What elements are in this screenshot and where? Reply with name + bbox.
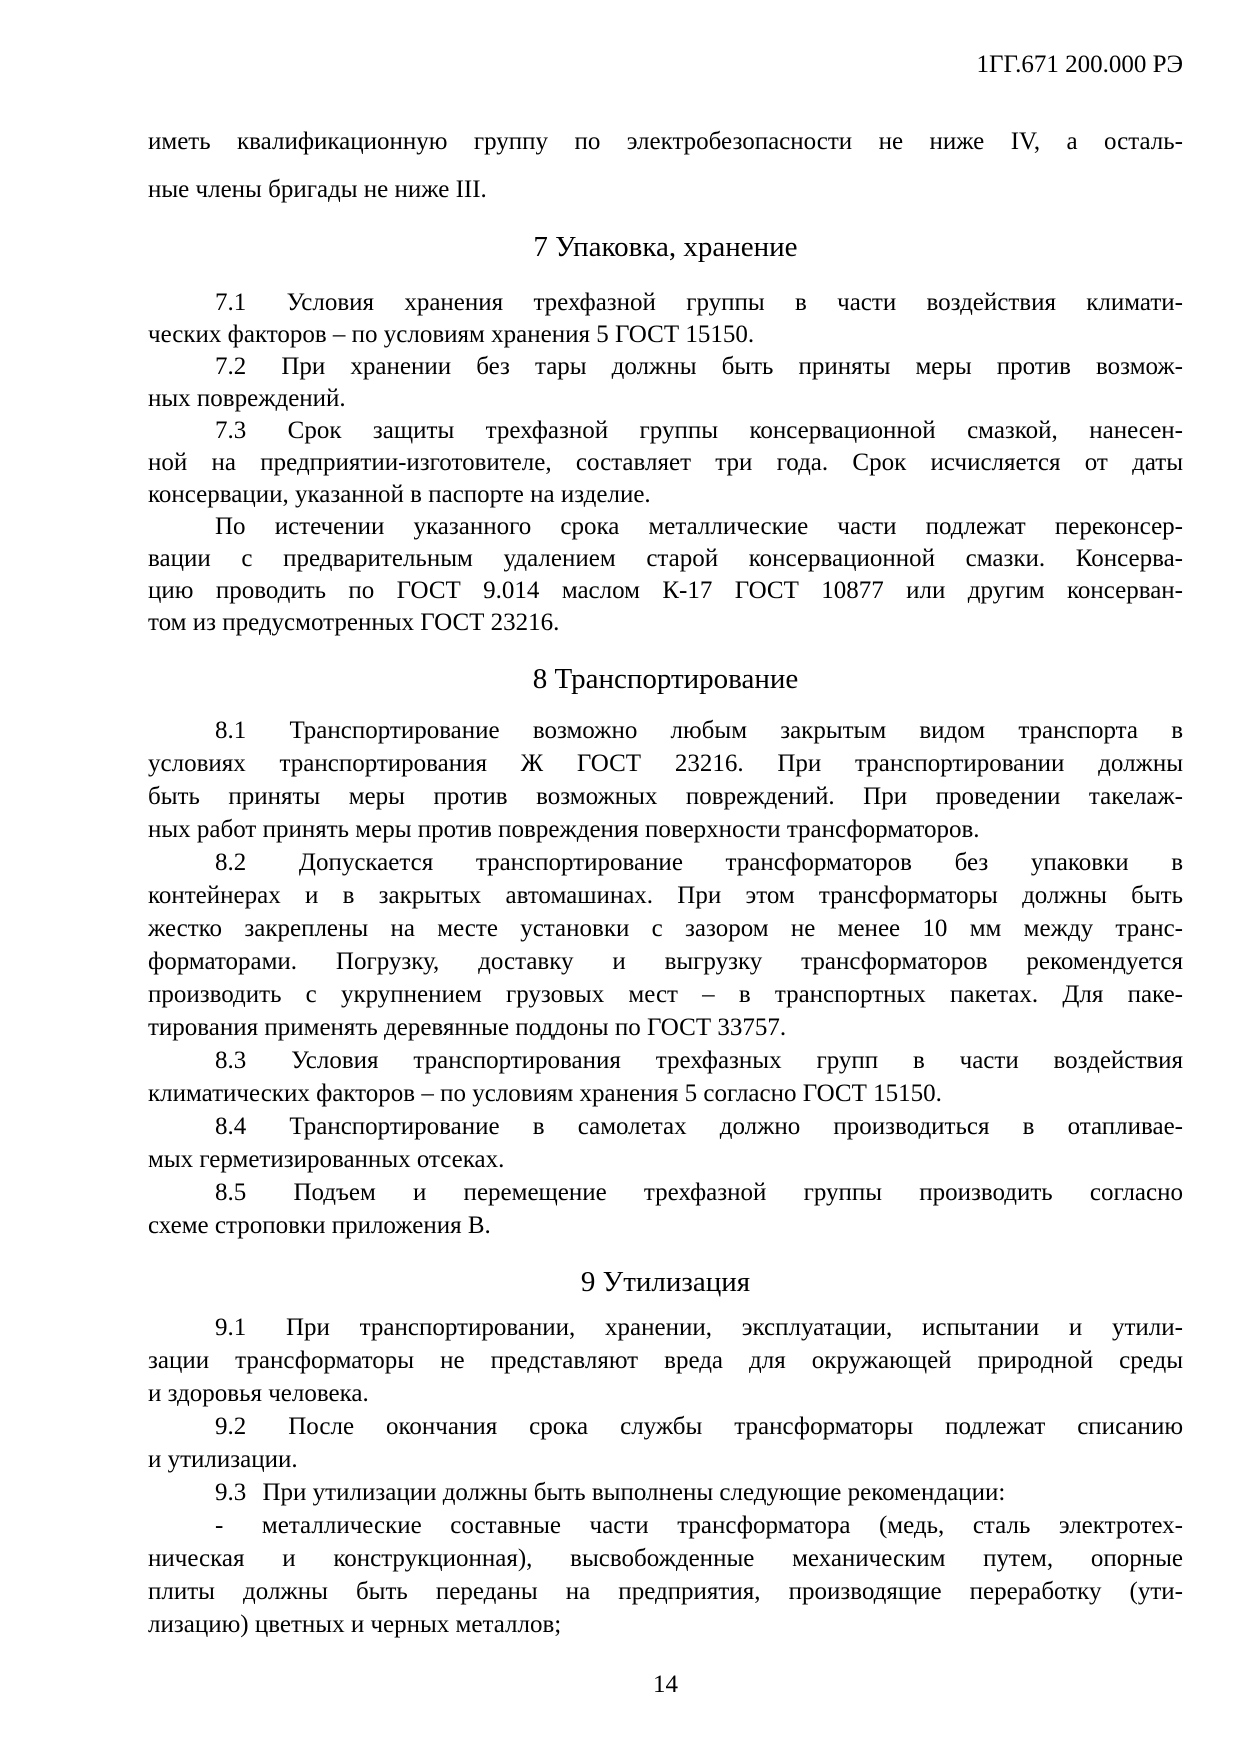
text-line: форматорами. Погрузку, доставку и выгрузку трансформаторов рекомендуется: [148, 948, 1183, 975]
text-line: консервации, указанной в паспорте на изделие.: [148, 481, 651, 508]
text-line-content: Транспортирование в самолетах должно производиться в отапливае-: [289, 1113, 1183, 1140]
section-heading-7: 7 Упаковка, хранение: [533, 231, 798, 263]
para-number: 8.1: [215, 717, 247, 744]
para-8-1: [148, 714, 1183, 846]
text-line: ных работ принять меры против повреждения поверхности трансформаторов.: [148, 816, 980, 843]
para-8-4: [148, 1110, 1183, 1176]
text-line: зации трансформаторы не представляют вреда для окружающей природной среды: [148, 1347, 1183, 1374]
para-7-2: [148, 351, 1183, 415]
text-line: ной на предприятии-изготовителе, составляет три года. Срок исчисляется от даты: [148, 449, 1183, 476]
text-line-content: При хранении без тары должны быть приняты меры против возмож-: [281, 353, 1184, 380]
text-line-content: При утилизации должны быть выполнены следующие рекомендации:: [262, 1479, 1006, 1506]
text-line: ническая и конструкционная), высвобожденные механическим путем, опорные: [148, 1545, 1183, 1572]
section-heading-8: 8 Транспортирование: [532, 663, 799, 695]
para-number: 7.2: [215, 353, 247, 380]
para-number: 8.4: [215, 1113, 247, 1140]
para-9-2: [148, 1410, 1183, 1476]
para-number: 8.2: [215, 849, 247, 876]
text-line: жестко закреплены на месте установки с зазором не менее 10 мм между транс-: [148, 915, 1183, 942]
page-number: 14: [653, 1671, 678, 1698]
text-line: [148, 1176, 1183, 1209]
text-line: лизацию) цветных и черных металлов;: [148, 1611, 562, 1638]
text-line-content: Срок защиты трехфазной группы консервационной смазкой, нанесен-: [287, 417, 1184, 444]
para-number: 8.5: [215, 1179, 247, 1206]
text-line: вации с предварительным удалением старой консервационной смазки. Консерва-: [148, 545, 1183, 572]
text-line: [148, 1110, 1183, 1143]
para-7-1: [148, 287, 1183, 351]
text-line: [148, 1044, 1183, 1077]
text-line: климатических факторов – по условиям хранения 5 согласно ГОСТ 15150.: [148, 1080, 942, 1107]
para-number: 9.2: [215, 1413, 247, 1440]
para-8-3: [148, 1044, 1183, 1110]
text-line: ческих факторов – по условиям хранения 5 ГОСТ 15150.: [148, 321, 755, 348]
text-line: контейнерах и в закрытых автомашинах. При этом трансформаторы должны быть: [148, 882, 1183, 909]
text-line: ных повреждений.: [148, 385, 346, 412]
doc-code: 1ГГ.671 200.000 РЭ: [976, 51, 1183, 78]
text-line-content: Условия хранения трехфазной группы в части воздействия климати-: [286, 289, 1183, 316]
text-line: [148, 1476, 1183, 1509]
para-7-3: [148, 415, 1183, 511]
para-number: 7.3: [215, 417, 247, 444]
text-line: том из предусмотренных ГОСТ 23216.: [148, 609, 560, 636]
text-line-content: После окончания срока службы трансформаторы подлежат списанию: [288, 1413, 1183, 1440]
text-line: тирования применять деревянные поддоны по ГОСТ 33757.: [148, 1014, 787, 1041]
para-9-3: [148, 1476, 1183, 1509]
text-line: [148, 287, 1183, 319]
text-line: [148, 846, 1183, 879]
text-line-content: Допускается транспортирование трансформаторов без упаковки в: [298, 849, 1184, 876]
section-7-body: [148, 287, 1183, 639]
para-7-reconservation: [148, 511, 1183, 639]
para-9-1: [148, 1311, 1183, 1410]
text-line-content: Транспортирование возможно любым закрытым видом транспорта в: [289, 717, 1183, 744]
section-heading-9: 9 Утилизация: [580, 1266, 751, 1298]
text-line: [148, 1509, 1183, 1542]
text-line: быть приняты меры против возможных повреждений. При проведении такелаж-: [148, 783, 1183, 810]
para-number: 7.1: [215, 289, 247, 316]
para-number: 9.1: [215, 1314, 247, 1341]
intro-paragraph: [148, 118, 1183, 214]
section-9-body: [148, 1311, 1183, 1641]
text-line: производить с укрупнением грузовых мест – в транспортных пакетах. Для паке-: [148, 981, 1183, 1008]
text-line: [148, 1311, 1183, 1344]
text-line: По истечении указанного срока металлические части подлежат переконсер-: [215, 513, 1183, 540]
text-line: иметь квалификационную группу по электробезопасности не ниже IV, а осталь-: [148, 128, 1183, 155]
para-9-bullet-metals: [148, 1509, 1183, 1641]
text-line: схеме строповки приложения В.: [148, 1212, 491, 1239]
para-number: 9.3: [215, 1479, 247, 1506]
text-line: условиях транспортирования Ж ГОСТ 23216. При транспортировании должны: [148, 750, 1183, 777]
text-line-content: металлические составные части трансформатора (медь, сталь электротех-: [261, 1512, 1184, 1539]
text-line: ные члены бригады не ниже III.: [148, 176, 487, 203]
text-line-content: Подъем и перемещение трехфазной группы производить согласно: [293, 1179, 1183, 1206]
para-8-2: [148, 846, 1183, 1044]
text-line: плиты должны быть переданы на предприятия, производящие переработку (ути-: [148, 1578, 1183, 1605]
text-line: и здоровья человека.: [148, 1380, 369, 1407]
text-line-content: При транспортировании, хранении, эксплуатации, испытании и утили-: [286, 1314, 1183, 1341]
text-line: [148, 714, 1183, 747]
bullet-dash: -: [215, 1512, 224, 1539]
para-number: 8.3: [215, 1047, 247, 1074]
text-line: и утилизации.: [148, 1446, 298, 1473]
section-8-body: [148, 714, 1183, 1242]
text-line: цию проводить по ГОСТ 9.014 маслом К-17 ГОСТ 10877 или другим консерван-: [148, 577, 1183, 604]
text-line: [148, 415, 1183, 447]
para-8-5: [148, 1176, 1183, 1242]
text-line: [148, 351, 1183, 383]
text-line-content: Условия транспортирования трехфазных групп в части воздействия: [291, 1047, 1183, 1074]
text-line: мых герметизированных отсеках.: [148, 1146, 505, 1173]
text-line: [148, 1410, 1183, 1443]
